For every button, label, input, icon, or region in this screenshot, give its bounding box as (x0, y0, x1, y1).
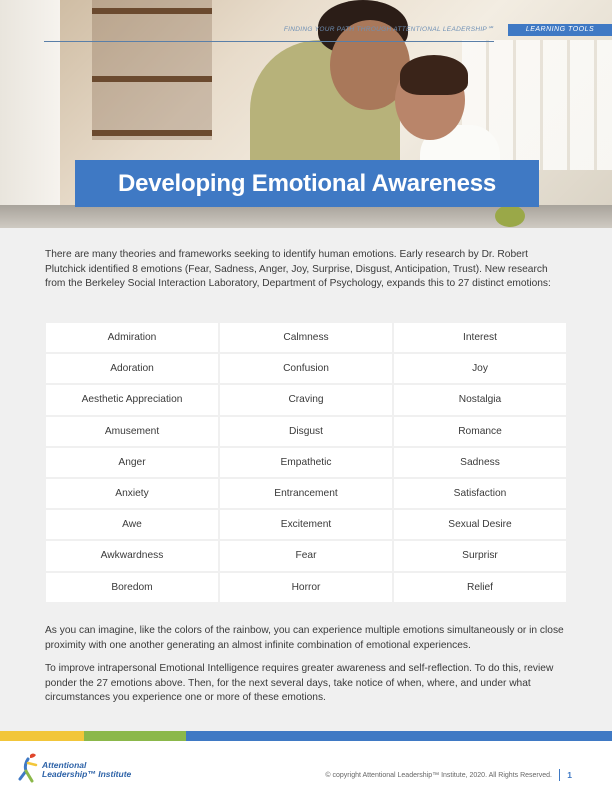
hero-shelf (92, 130, 212, 136)
emotion-cell: Sadness (393, 447, 567, 478)
emotion-cell: Anxiety (45, 478, 219, 509)
emotion-cell: Aesthetic Appreciation (45, 384, 219, 415)
page-header (44, 24, 612, 44)
title-banner (75, 160, 539, 207)
emotion-cell: Empathetic (219, 447, 393, 478)
logo-line-2: Leadership™ Institute (42, 769, 132, 779)
emotion-cell: Nostalgia (393, 384, 567, 415)
page-number: 1 (567, 770, 572, 780)
body-paragraph-instructions: To improve intrapersonal Emotional Intelligence requires greater awareness and self-reflection. To do this, review ponder the 27 emotions above. Then, for the next several days, take notice of when, where, and under what circumstances you experience one or more of these emotions. (45, 663, 554, 703)
emotion-cell: Fear (219, 540, 393, 571)
emotion-cell: Awkwardness (45, 540, 219, 571)
emotion-cell: Adoration (45, 353, 219, 384)
emotion-cell: Awe (45, 509, 219, 540)
emotion-cell: Sexual Desire (393, 509, 567, 540)
hero-cabinet (92, 0, 212, 140)
header-rule (44, 41, 494, 42)
emotion-cell: Boredom (45, 572, 219, 603)
stripe-blue (186, 731, 612, 741)
page-footer (0, 741, 612, 792)
runner-logo-icon (16, 751, 42, 785)
emotion-cell: Anger (45, 447, 219, 478)
hero-child-hair (400, 55, 468, 95)
hero-shelf (92, 76, 212, 82)
hero-fruit (495, 205, 525, 227)
emotion-cell: Romance (393, 416, 567, 447)
emotion-cell: Calmness (219, 322, 393, 353)
emotion-cell: Joy (393, 353, 567, 384)
emotion-cell: Disgust (219, 416, 393, 447)
hero-shelf (92, 8, 212, 14)
stripe-yellow (0, 731, 84, 741)
emotion-cell: Amusement (45, 416, 219, 447)
emotion-cell: Entrancement (219, 478, 393, 509)
emotion-cell: Relief (393, 572, 567, 603)
emotion-cell: Admiration (45, 322, 219, 353)
emotion-cell: Confusion (219, 353, 393, 384)
body-paragraph-rainbow: As you can imagine, like the colors of the rainbow, you can experience multiple emotions simultaneously or in close proximity with one another generating an almost infinite combination of emotional experiences. (45, 625, 564, 651)
emotion-cell: Excitement (219, 509, 393, 540)
header-series-text: FINDING YOUR PATH THROUGH ATTENTIONAL LEADERSHIP℠ (283, 26, 494, 33)
emotion-cell: Craving (219, 384, 393, 415)
footer-color-stripe (0, 731, 612, 741)
intro-paragraph: There are many theories and frameworks seeking to identify human emotions. Early research by Dr. Robert Plutchick identified 8 emotions (Fear, Sadness, Anger, Joy, Surprise, Disgust, Anticipation, Trust). New research from the Berkeley Social Interaction Laboratory, Department of Psychology, expands this to 27 distinct emotions: (45, 249, 551, 289)
page-title: Developing Emotional Awareness (117, 169, 497, 197)
header-tab-learning-tools: LEARNING TOOLS (508, 24, 612, 36)
page-number-divider (559, 769, 560, 781)
stripe-green (84, 731, 186, 741)
emotion-cell: Surprisr (393, 540, 567, 571)
emotion-cell: Interest (393, 322, 567, 353)
institute-logo (16, 751, 156, 787)
copyright-notice: © copyright Attentional Leadership™ Institute, 2020. All Rights Reserved. (325, 772, 552, 779)
logo-line-1: Attentional (42, 760, 87, 770)
emotion-cell: Satisfaction (393, 478, 567, 509)
emotions-table (45, 322, 567, 603)
emotion-cell: Horror (219, 572, 393, 603)
